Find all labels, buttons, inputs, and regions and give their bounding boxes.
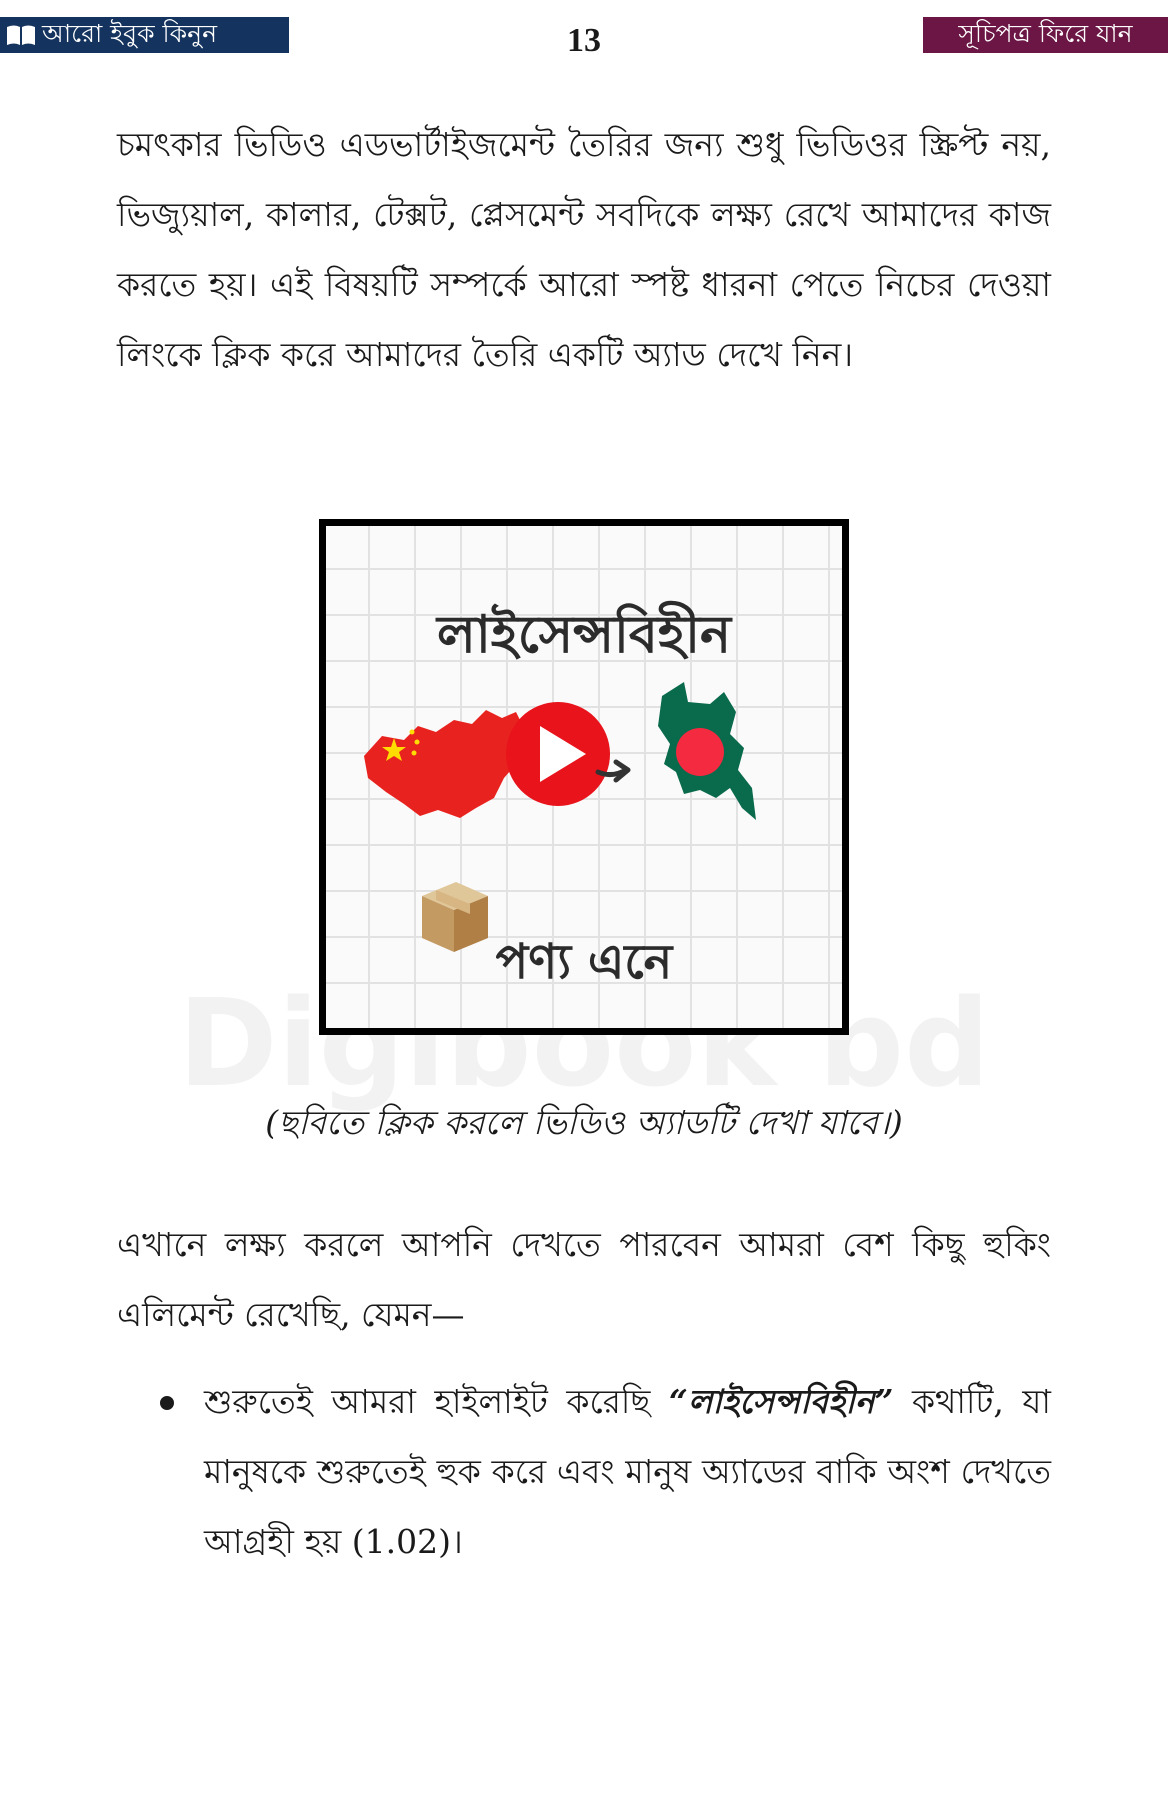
hooks-intro-paragraph: এখানে লক্ষ্য করলে আপনি দেখতে পারবেন আমরা বেশ কিছু হুকিং এলিমেন্ট রেখেছি, যেমন— bbox=[117, 1225, 1051, 1334]
watermark-text: Digibook bd bbox=[178, 975, 990, 1114]
bullet-text-start: শুরুতেই আমরা হাইলাইট করেছি bbox=[204, 1382, 669, 1421]
hook-element-list bbox=[160, 1367, 1051, 1577]
list-item bbox=[160, 1367, 1051, 1577]
back-to-contents-label: সূচিপত্র ফিরে যান bbox=[958, 18, 1133, 48]
play-button-icon bbox=[506, 702, 610, 806]
china-map-icon bbox=[364, 710, 526, 818]
page-number: 13 bbox=[567, 22, 601, 59]
back-to-contents-button[interactable] bbox=[923, 17, 1168, 53]
bullet-text-end: কথাটি, যা মানুষকে শুরুতেই হুক করে এবং মানুষ অ্যাডের বাকি অংশ দেখতে আগ্রহী হয় (1.02)। bbox=[204, 1382, 1051, 1561]
video-ad-thumbnail[interactable] bbox=[319, 519, 849, 1035]
buy-ebook-label: আরো ইবুক কিনুন bbox=[42, 18, 217, 48]
image-caption: (ছবিতে ক্লিক করলে ভিডিও অ্যাডটি দেখা যাবে।) bbox=[265, 1103, 903, 1142]
intro-paragraph: চমৎকার ভিডিও এডভার্টাইজমেন্ট তৈরির জন্য শুধু ভিডিওর স্ক্রিপ্ট নয়, ভিজ্যুয়াল, কালার, টেক্সট, প্লেসমেন্ট সবদিকে লক্ষ্য রেখে আমাদের কাজ করতে হয়। এই বিষয়টি সম্পর্কে আরো স্পষ্ট ধারনা পেতে নিচের দেওয়া লিংকে ক্লিক করে আমাদের তৈরি একটি অ্যাড দেখে নিন। bbox=[117, 125, 1051, 374]
ad-title: লাইসেন্সবিহীন bbox=[436, 605, 732, 665]
bullet-emphasis: “লাইসেন্সবিহীন” bbox=[668, 1382, 894, 1421]
bangladesh-map-icon bbox=[658, 682, 756, 820]
ad-subtitle: পণ্য এনে bbox=[495, 934, 673, 990]
bullet-marker bbox=[160, 1396, 174, 1410]
